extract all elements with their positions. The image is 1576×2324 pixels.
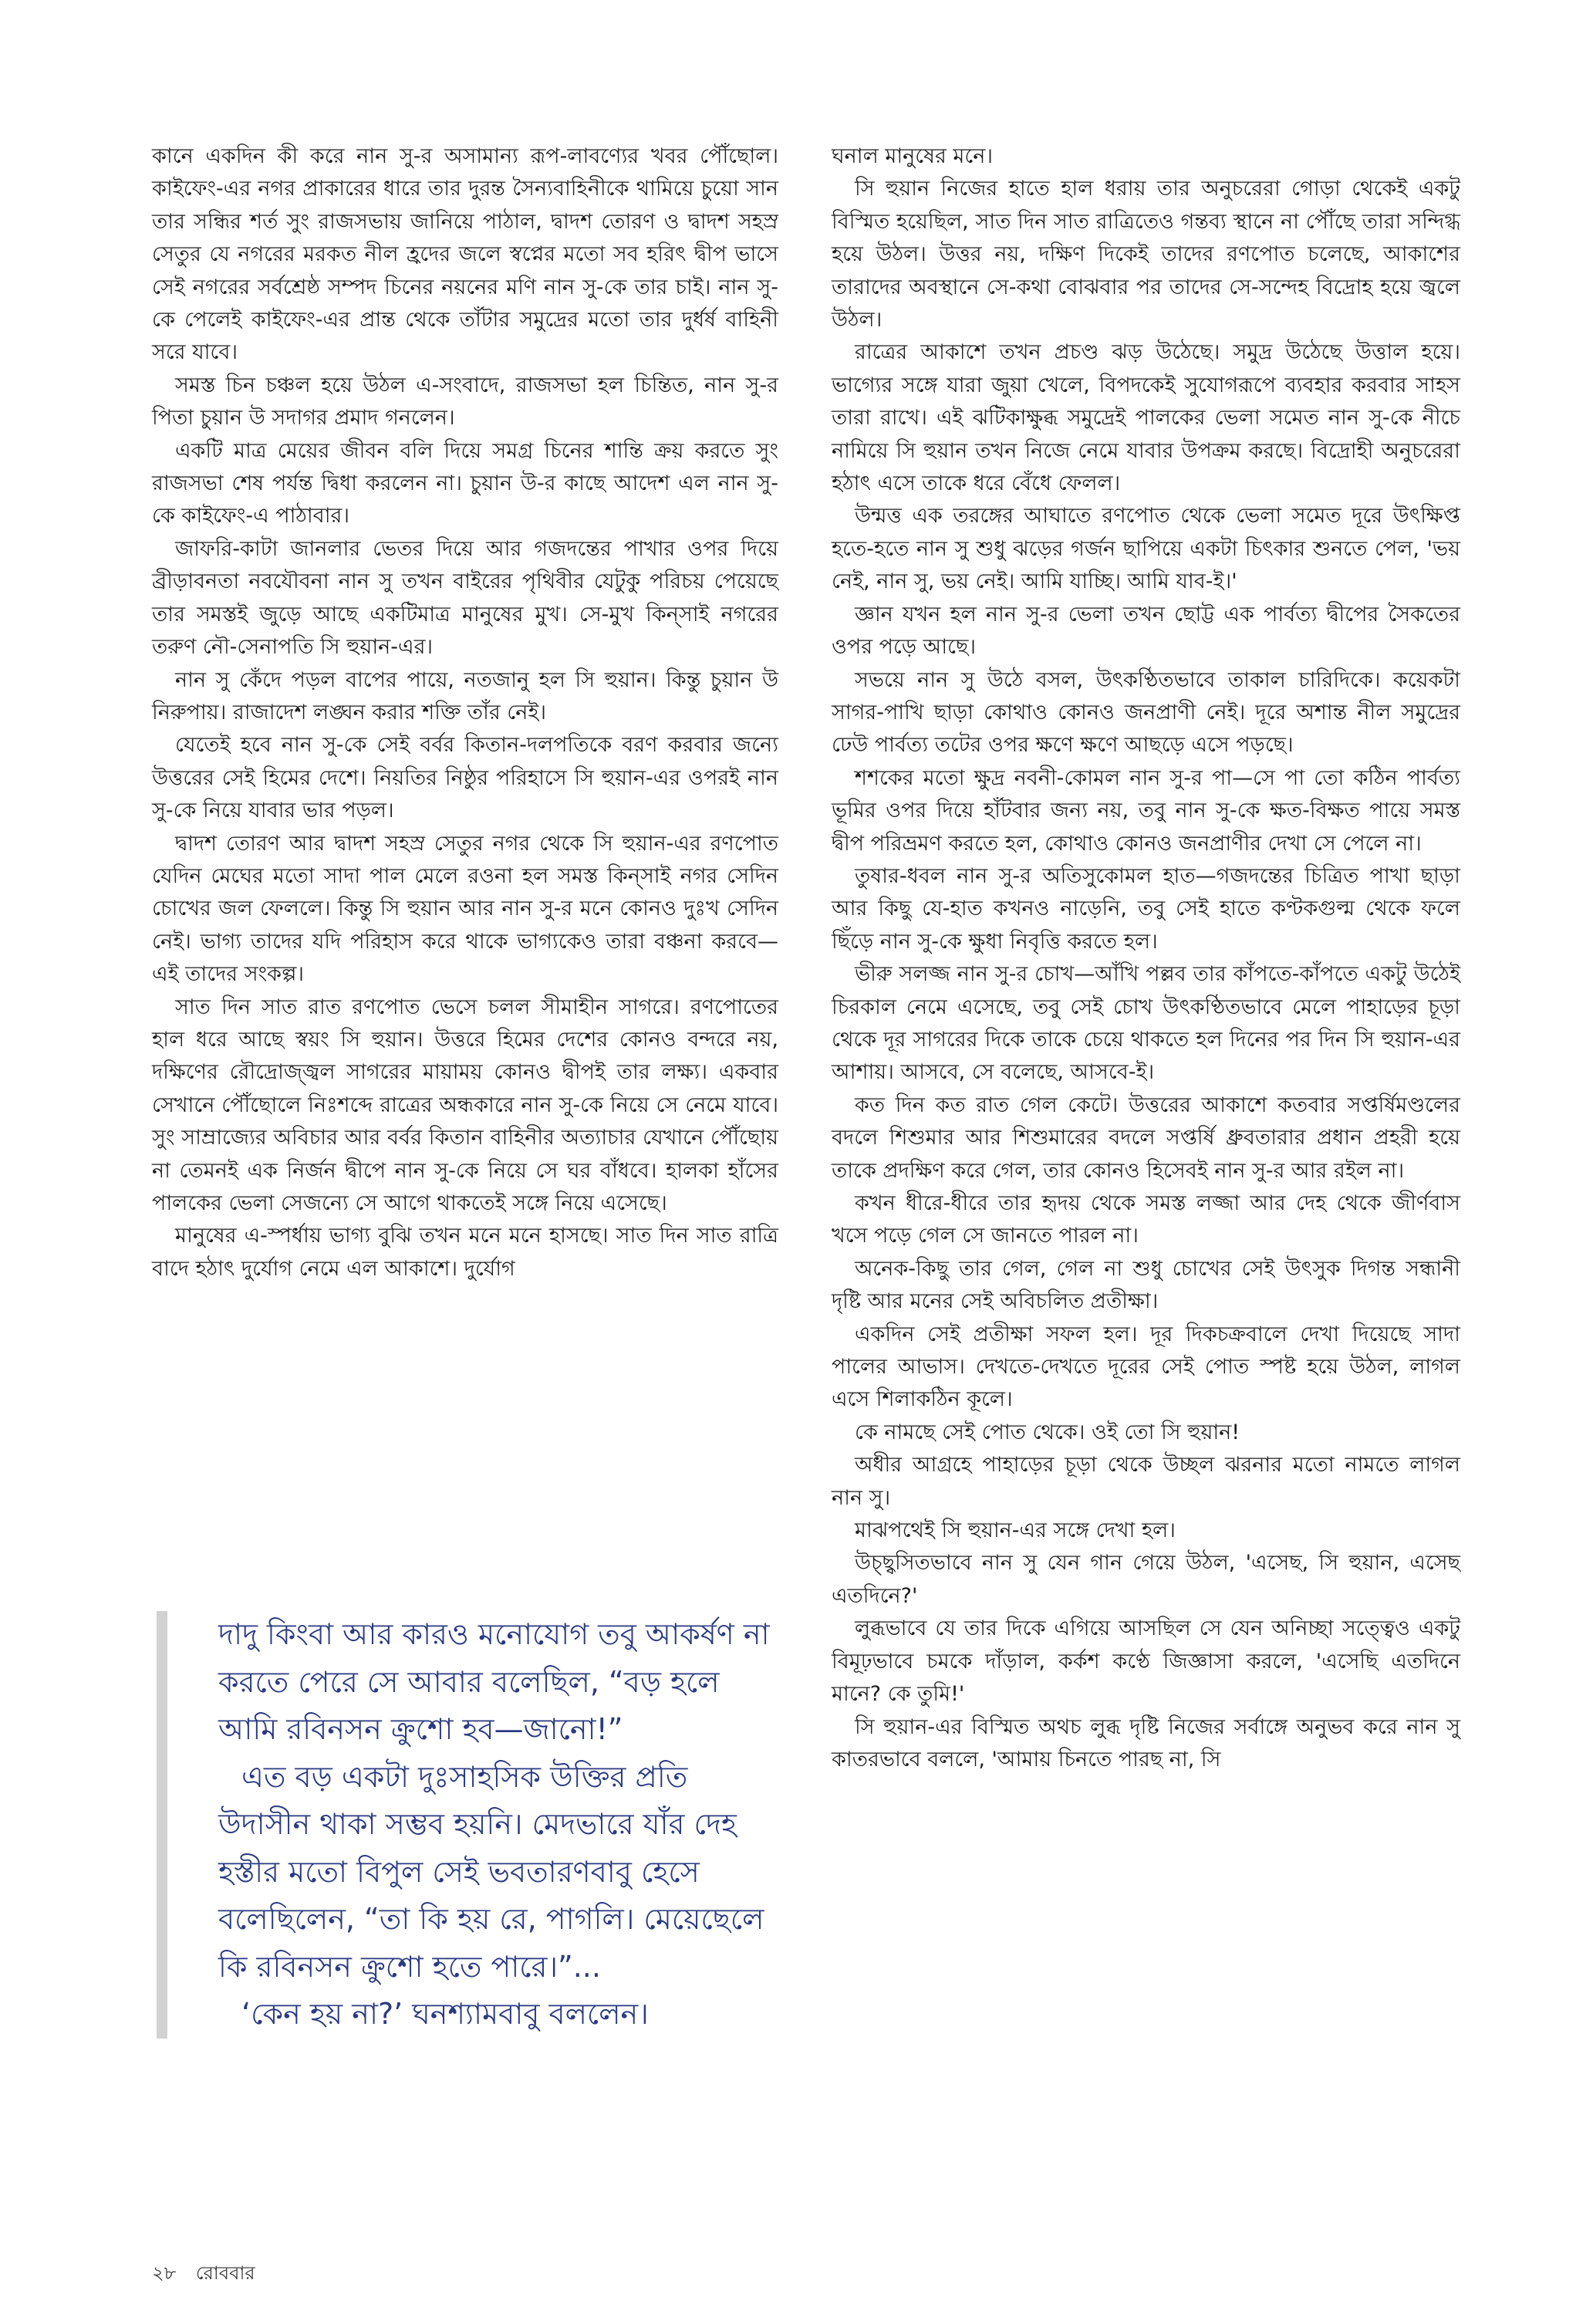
paragraph: কে নামছে সেই পোত থেকে। ওই তো সি হুয়ান!	[855, 1420, 1240, 1444]
paragraph: জ্ঞান যখন হল নান সু-র ভেলা তখন ছোট্ট এক পার্বত্য দ্বীপের সৈকতের ওপর পড়ে আছে।	[832, 602, 1460, 660]
paragraph: কখন ধীরে-ধীরে তার হৃদয় থেকে সমস্ত লজ্জা আর দেহ থেকে জীর্ণবাস খসে পড়ে গেল সে জানতে পারল না।	[832, 1191, 1460, 1248]
paragraph: সভয়ে নান সু উঠে বসল, উৎকণ্ঠিতভাবে তাকাল চারিদিকে। কয়েকটা সাগর-পাখি ছাড়া কোথাও কোনও জনপ্রাণী নেই। দূরে অশান্ত নীল সমুদ্রের ঢেউ পার্বত্য তটের ওপর ক্ষণে ক্ষণে আছড়ে এসে পড়ছে।	[832, 667, 1460, 758]
left-column	[152, 140, 778, 1285]
paragraph: লুব্ধভাবে যে তার দিকে এগিয়ে আসছিল সে যেন অনিচ্ছা সত্ত্বেও একটু বিমূঢ়ভাবে চমকে দাঁড়াল, কর্কশ কণ্ঠে জিজ্ঞাসা করলে, 'এসেছি এতদিনে মানে? কে তুমি!'	[832, 1616, 1460, 1707]
magazine-name: রোববার	[195, 2262, 255, 2284]
page-number: ২৮	[152, 2262, 177, 2284]
paragraph: সমস্ত চিন চঞ্চল হয়ে উঠল এ-সংবাদে, রাজসভা হল চিন্তিত, নান সু-র পিতা চুয়ান উ সদাগর প্রমাদ গনলেন।	[152, 373, 778, 431]
paragraph: অধীর আগ্রহে পাহাড়ের চূড়া থেকে উচ্ছল ঝরনার মতো নামতে লাগল নান সু।	[832, 1453, 1460, 1510]
paragraph: সাত দিন সাত রাত রণপোত ভেসে চলল সীমাহীন সাগরে। রণপোতের হাল ধরে আছে স্বয়ং সি হুয়ান। উত্তরে হিমের দেশের কোনও বন্দরে নয়, দক্ষিণের রৌদ্রোজ্জ্বল সাগরের মায়াময় কোনও দ্বীপই তার লক্ষ্য। একবার সেখানে পৌঁছোলে নিঃশব্দে রাত্রের অন্ধকারে নান সু-কে নিয়ে সে নেমে যাবে। সুং সাম্রাজ্যের অবিচার আর বর্বর কিতান বাহিনীর অত্যাচার যেখানে পৌঁছোয় না তেমনই এক নির্জন দ্বীপে নান সু-কে নিয়ে সে ঘর বাঁধবে। হালকা হাঁসের পালকের ভেলা সেজন্যে সে আগে থাকতেই সঙ্গে নিয়ে এসেছে।	[152, 995, 778, 1215]
pull-quote-paragraph: দাদু কিংবা আর কারও মনোযোগ তবু আকর্ষণ না করতে পেরে সে আবার বলেছিল, “বড় হলে আমি রবিনসন ক্রুশো হব—জানো!”	[218, 1617, 770, 1746]
paragraph: একদিন সেই প্রতীক্ষা সফল হল। দূর দিকচক্রবালে দেখা দিয়েছে সাদা পালের আভাস। দেখতে-দেখতে দূরের সেই পোত স্পষ্ট হয়ে উঠল, লাগল এসে শিলাকঠিন কূলে।	[832, 1322, 1460, 1412]
paragraph: যেতেই হবে নান সু-কে সেই বর্বর কিতান-দলপতিকে বরণ করবার জন্যে উত্তরের সেই হিমের দেশে। নিয়তির নিষ্ঠুর পরিহাসে সি হুয়ান-এর ওপরই নান সু-কে নিয়ে যাবার ভার পড়ল।	[152, 733, 778, 823]
paragraph: রাত্রের আকাশে তখন প্রচণ্ড ঝড় উঠেছে। সমুদ্র উঠেছে উত্তাল হয়ে। ভাগ্যের সঙ্গে যারা জুয়া খেলে, বিপদকেই সুযোগরূপে ব্যবহার করবার সাহস তারা রাখে। এই ঝটিকাক্ষুব্ধ সমুদ্রেই পালকের ভেলা সমেত নান সু-কে নীচে নামিয়ে সি হুয়ান তখন নিজে নেমে যাবার উপক্রম করছে। বিদ্রোহী অনুচরেরা হঠাৎ এসে তাকে ধরে বেঁধে ফেলল।	[832, 340, 1460, 496]
paragraph: অনেক-কিছু তার গেল, গেল না শুধু চোখের সেই উৎসুক দিগন্ত সন্ধানী দৃষ্টি আর মনের সেই অবিচলিত প্রতীক্ষা।	[832, 1256, 1460, 1314]
paragraph: ঘনাল মানুষের মনে।	[832, 144, 994, 168]
right-column	[832, 140, 1460, 1776]
paragraph: উন্মত্ত এক তরঙ্গের আঘাতে রণপোত থেকে ভেলা সমেত দূরে উৎক্ষিপ্ত হতে-হতে নান সু শুধু ঝড়ের গর্জন ছাপিয়ে একটা চিৎকার শুনতে পেল, 'ভয় নেই, নান সু, ভয় নেই। আমি যাচ্ছি। আমি যাব-ই।'	[832, 504, 1460, 594]
paragraph: তুষার-ধবল নান সু-র অতিসুকোমল হাত—গজদন্তের চিত্রিত পাখা ছাড়া আর কিছু যে-হাত কখনও নাড়েনি, তবু সেই হাতে কণ্টকগুল্ম থেকে ফলে ছিঁড়ে নান সু-কে ক্ষুধা নিবৃত্তি করতে হল।	[832, 863, 1460, 954]
paragraph: সি হুয়ান-এর বিস্মিত অথচ লুব্ধ দৃষ্টি নিজের সর্বাঙ্গে অনুভব করে নান সু কাতরভাবে বললে, 'আমায় চিনতে পারছ না, সি	[832, 1714, 1460, 1772]
page-footer	[152, 2259, 269, 2290]
paragraph: নান সু কেঁদে পড়ল বাপের পায়ে, নতজানু হল সি হুয়ান। কিন্তু চুয়ান উ নিরুপায়। রাজাদেশ লঙ্ঘন করার শক্তি তাঁর নেই।	[152, 667, 778, 725]
paragraph: জাফরি-কাটা জানলার ভেতর দিয়ে আর গজদন্তের পাখার ওপর দিয়ে ব্রীড়াবনতা নবযৌবনা নান সু তখন বাইরের পৃথিবীর যেটুকু পরিচয় পেয়েছে তার সমস্তই জুড়ে আছে একটিমাত্র মানুষের মুখ। সে-মুখ কিন্‌সাই নগরের তরুণ নৌ-সেনাপতি সি হুয়ান-এর।	[152, 536, 778, 660]
paragraph: ভীরু সলজ্জ নান সু-র চোখ—আঁখি পল্লব তার কাঁপতে-কাঁপতে একটু উঠেই চিরকাল নেমে এসেছে, তবু সেই চোখ উৎকণ্ঠিতভাবে মেলে পাহাড়ের চূড়া থেকে দূর সাগরের দিকে তাকে চেয়ে থাকতে হল দিনের পর দিন সি হুয়ান-এর আশায়। আসবে, সে বলেছে, আসবে-ই।	[832, 962, 1460, 1085]
paragraph: কানে একদিন কী করে নান সু-র অসামান্য রূপ-লাবণ্যের খবর পৌঁছোল। কাইফেং-এর নগর প্রাকারের ধারে তার দুরন্ত সৈন্যবাহিনীকে থামিয়ে চুয়ো সান তার সন্ধির শর্ত সুং রাজসভায় জানিয়ে পাঠাল, দ্বাদশ তোরণ ও দ্বাদশ সহস্র সেতুর যে নগরের মরকত নীল হ্রদের জলে স্বপ্নের মতো সব হরিৎ দ্বীপ ভাসে সেই নগরের সর্বশ্রেষ্ঠ সম্পদ চিনের নয়নের মণি নান সু-কে তার চাই। নান সু-কে পেলেই কাইফেং-এর প্রান্ত থেকে তাঁটার সমুদ্রের মতো তার দুর্ধর্ষ বাহিনী সরে যাবে।	[152, 144, 778, 365]
paragraph: একটি মাত্র মেয়ের জীবন বলি দিয়ে সমগ্র চিনের শান্তি ক্রয় করতে সুং রাজসভা শেষ পর্যন্ত দ্বিধা করলেন না। চুয়ান উ-র কাছে আদেশ এল নান সু-কে কাইফেং-এ পাঠাবার।	[152, 438, 778, 529]
paragraph: মাঝপথেই সি হুয়ান-এর সঙ্গে দেখা হল।	[855, 1518, 1176, 1543]
pull-quote-paragraph: এত বড় একটা দুঃসাহসিক উক্তির প্রতি উদাসীন থাকা সম্ভব হয়নি। মেদভারে যাঁর দেহ হস্তীর মতো বিপুল সেই ভবতারণবাবু হেসে বলেছিলেন, “তা কি হয় রে, পাগলি। মেয়েছেলে কি রবিনসন ক্রুশো হতে পারে।”...	[218, 1759, 764, 1984]
paragraph: উচ্ছ্বসিতভাবে নান সু যেন গান গেয়ে উঠল, 'এসেছ, সি হুয়ান, এসেছ এতদিনে?'	[832, 1551, 1460, 1608]
paragraph: দ্বাদশ তোরণ আর দ্বাদশ সহস্র সেতুর নগর থেকে সি হুয়ান-এর রণপোত যেদিন মেঘের মতো সাদা পাল মেলে রওনা হল সমস্ত কিন্‌সাই নগর সেদিন চোখের জল ফেললে। কিন্তু সি হুয়ান আর নান সু-র মনে কোনও দুঃখ সেদিন নেই। ভাগ্য তাদের যদি পরিহাস করে থাকে ভাগ্যকেও তারা বঞ্চনা করবে—এই তাদের সংকল্প।	[152, 831, 778, 987]
paragraph: শশকের মতো ক্ষুদ্র নবনী-কোমল নান সু-র পা—সে পা তো কঠিন পার্বত্য ভূমির ওপর দিয়ে হাঁটবার জন্য নয়, তবু নান সু-কে ক্ষত-বিক্ষত পায়ে সমস্ত দ্বীপ পরিভ্রমণ করতে হল, কোথাও কোনও জনপ্রাণীর দেখা সে পেলে না।	[832, 765, 1460, 856]
pull-quote	[157, 1611, 778, 2039]
paragraph: কত দিন কত রাত গেল কেটে। উত্তরের আকাশে কতবার সপ্তর্ষিমণ্ডলের বদলে শিশুমার আর শিশুমারের বদলে সপ্তর্ষি ধ্রুবতারার প্রধান প্রহরী হয়ে তাকে প্রদক্ষিণ করে গেল, তার কোনও হিসেবই নান সু-র আর রইল না।	[832, 1093, 1460, 1183]
pull-quote-paragraph: ‘কেন হয় না?’ ঘনশ্যামবাবু বললেন।	[241, 1997, 649, 2031]
paragraph: সি হুয়ান নিজের হাতে হাল ধরায় তার অনুচরেরা গোড়া থেকেই একটু বিস্মিত হয়েছিল, সাত দিন সাত রাত্রিতেও গন্তব্য স্থানে না পৌঁছে তারা সন্দিগ্ধ হয়ে উঠল। উত্তর নয়, দক্ষিণ দিকেই তাদের রণপোত চলেছে, আকাশের তারাদের অবস্থানে সে-কথা বোঝবার পর তাদের সে-সন্দেহ বিদ্রোহ হয়ে জ্বলে উঠল।	[832, 177, 1460, 333]
paragraph: মানুষের এ-স্পর্ধায় ভাগ্য বুঝি তখন মনে মনে হাসছে। সাত দিন সাত রাত্রি বাদে হঠাৎ দুর্যোগ নেমে এল আকাশে। দুর্যোগ	[152, 1224, 778, 1281]
